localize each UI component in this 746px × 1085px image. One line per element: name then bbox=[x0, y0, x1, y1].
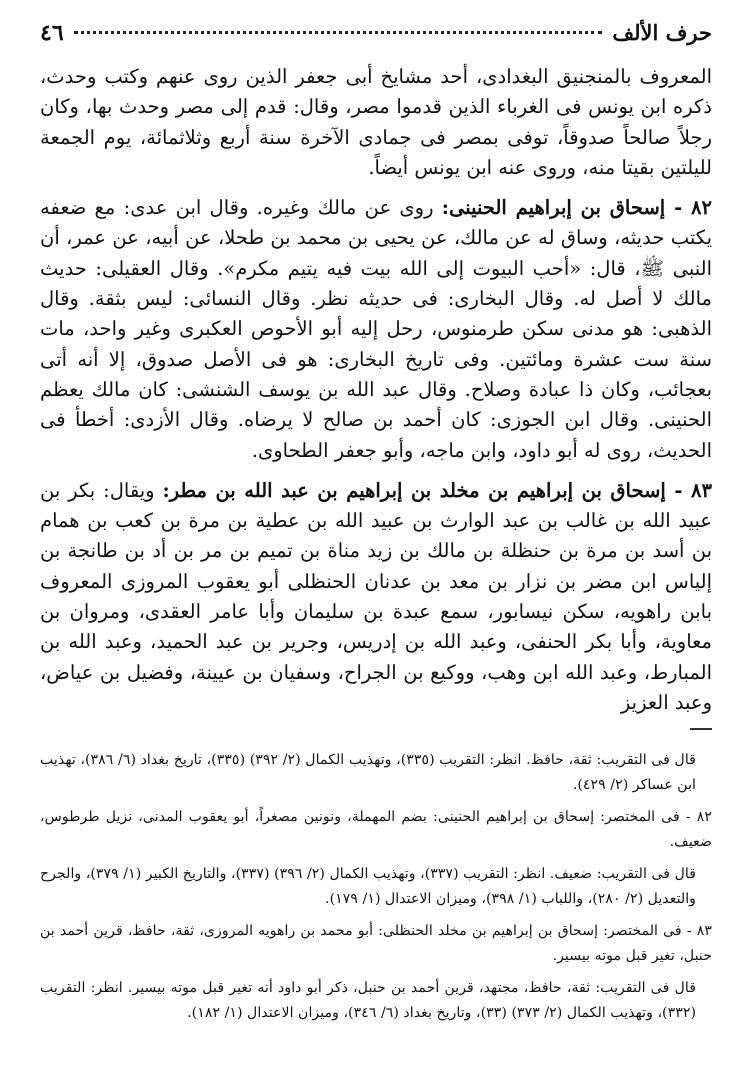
running-header bbox=[40, 20, 712, 62]
chapter-title: حرف الألف bbox=[612, 20, 712, 45]
footnote-83-taqrib: قال فى التقريب: ثقة، حافظ، مجتهد، قرين أحمد بن حنبل، ذكر أبو داود أنه تغير قبل موته بيسير. انظر: التقريب (٣٣٢)، وتهذيب الكمال (٢/ ٣٧٣) (٣٣)، وتاريخ بغداد (٦/ ٣٤٦)، وميزان الاعتدال (١/ ١٨٢). bbox=[40, 980, 696, 1022]
entry-82-body: روى عن مالك وغيره. وقال ابن عدى: مع ضعفه يكتب حديثه، وساق له عن مالك، عن يحيى بن محمد بن طحلا، عن أبيه، عن عمر، أن النبى ﷺ، قال: «أحب البيوت إلى الله بيت فيه يتيم مكرم». وقال العقيلى: حديث مالك لا أصل له. وقال البخارى: فى حديثه نظر. وقال النسائى: ليس بثقة. وقال الذهبى: هو مدنى سكن طرمنوس، رحل إليه أبو الأحوص العكبرى وغير واحد، مات سنة ست عشرة ومائتين. وفى تاريخ البخارى: هو فى الأصل صدوق، إلا أنه أتى بعجائب، وكان ذا عبادة وصلاح. وقال عبد الله بن يوسف الشنشى: كان مالك يعظم الحنينى. وقال ابن الجوزى: كان أحمد بن صالح لا يرضاه. وقال الأزدى: أخطأ فى الحديث، روى له أبو داود، وابن ماجه، وأبو جعفر الطحاوى. bbox=[40, 196, 712, 462]
entry-83-heading: ٨٣ - إسحاق بن إبراهيم بن مخلد بن إبراهيم بن عبد الله بن مطر: bbox=[162, 478, 712, 502]
page-number: ٤٦ bbox=[40, 20, 64, 46]
book-page bbox=[40, 20, 712, 1070]
entry-82-heading: ٨٢ - إسحاق بن إبراهيم الحنينى: bbox=[441, 196, 712, 220]
dotted-leader bbox=[74, 31, 603, 34]
entry-83-body: ويقال: بكر بن عبيد الله بن غالب بن عبد الوارث بن عبيد الله بن عطية بن مرة بن كعب بن همام بن أسد بن مرة بن حنظلة بن مالك بن زيد مناة بن تميم بن مر بن أد بن طانجة بن إلياس ابن مضر بن نزار بن معد بن عدنان الحنظلى أبو يعقوب المروزى المعروف بابن راهويه، سكن نيسابور، سمع عبدة بن سليمان وأبا عامر العقدى، ومروان بن معاوية، وأبا بكر الحنفى، وعبد الله بن إدريس، وجرير بن عبد الحميد، وعبد الله بن المبارط، وعبد الله ابن وهب، ووكيع بن الجراح، وسفيان بن عيينة، وفضيل بن عياض، وعبد العزيز bbox=[40, 478, 712, 714]
footnote-separator bbox=[690, 728, 712, 730]
footnote-82-taqrib: قال فى التقريب: ضعيف. انظر: التقريب (٣٣٧)، وتهذيب الكمال (٢/ ٣٩٦) (٣٣٧)، والتاريخ الكبير (١/ ٣٧٩)، والجرح والتعديل (٢/ ٢٨٠)، واللباب (١/ ٣٩٨)، وميزان الاعتدال (١/ ١٧٩). bbox=[40, 866, 696, 908]
footnote-1: قال فى التقريب: ثقة، حافظ. انظر: التقريب (٣٣٥)، وتهذيب الكمال (٢/ ٣٩٢) (٣٣٥)، تاريخ بغداد (٦/ ٣٨٦)، تهذيب ابن عساكر (٢/ ٤٢٩). bbox=[40, 752, 696, 794]
footnote-82: ٨٢ - فى المختصر: إسحاق بن إبراهيم الحنينى: بضم المهملة، ونونين مصغراً، أبو يعقوب المدنى، نزيل طرطوس، ضعيف. bbox=[40, 809, 712, 851]
main-text bbox=[40, 62, 712, 718]
paragraph-continuation: المعروف بالمنجنيق البغدادى، أحد مشايخ أبى جعفر الذين روى عنهم وكتب وحدث، ذكره ابن يونس فى الغرباء الذين قدموا مصر، وقال: قدم إلى مصر وحدث بها، وكان رجلاً صالحاً صدوقاً، توفى بمصر فى جمادى الآخرة سنة أربع وثلاثمائة، يوم الجمعة لليلتين بقيتا منه، وروى عنه ابن يونس أيضاً. bbox=[40, 65, 712, 179]
entry-83 bbox=[40, 476, 712, 718]
footnotes bbox=[40, 748, 712, 1026]
footnote-83: ٨٣ - فى المختصر: إسحاق بن إبراهيم بن مخلد الحنظلى: أبو محمد بن راهويه المروزى، ثقة، حافظ، قرين أحمد بن حنبل، تغير قبل موته بيسير. bbox=[40, 923, 712, 965]
entry-82 bbox=[40, 193, 712, 466]
